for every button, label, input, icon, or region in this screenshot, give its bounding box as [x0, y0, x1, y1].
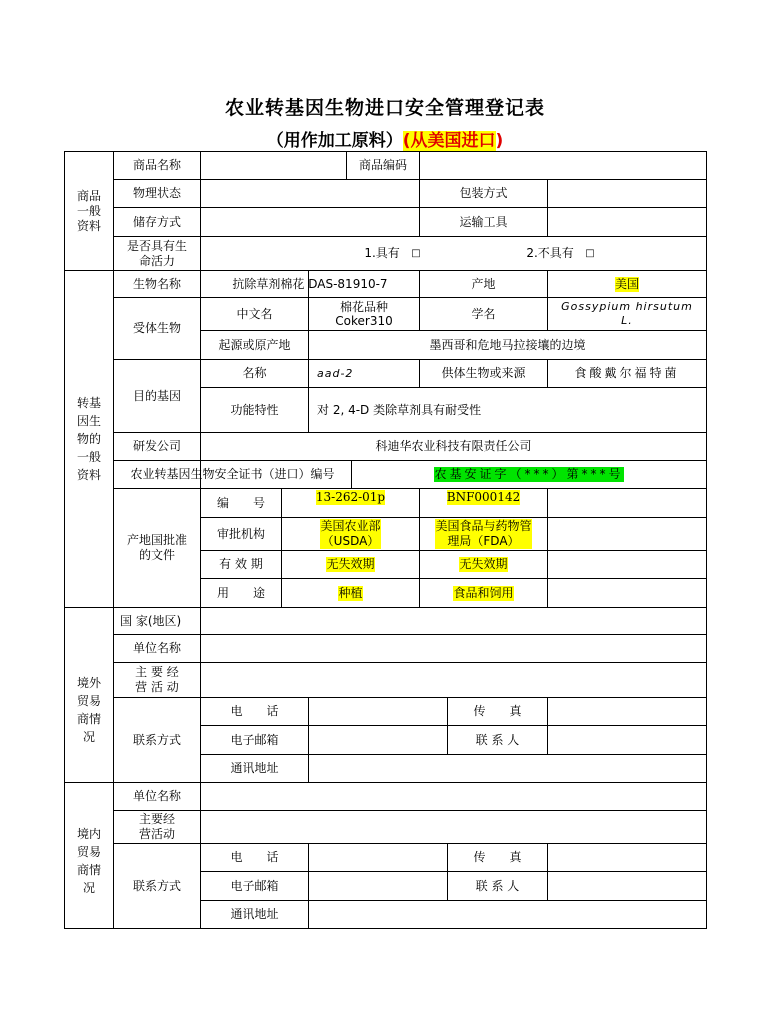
- foreign-fax-label: 传 真: [473, 704, 522, 718]
- foreign-email-label: 电子邮箱: [230, 732, 279, 747]
- validity-value-1: 无失效期: [326, 557, 375, 571]
- certificate-value: 农基安证字（***）第***号: [434, 467, 624, 481]
- foreign-business-field[interactable]: [201, 663, 706, 697]
- donor-label: 供体生物或来源: [441, 366, 526, 380]
- function-value: 对 2, 4-D 类除草剂具有耐受性: [317, 402, 482, 417]
- validity-label: 有 效 期: [219, 557, 263, 571]
- validity-cell-2: [420, 551, 547, 578]
- domestic-business-field[interactable]: [201, 811, 706, 843]
- developer-value: 科迪华农业科技有限责任公司: [375, 439, 532, 453]
- packaging-label: 包装方式: [459, 186, 508, 200]
- certificate-value-cell: [352, 461, 706, 488]
- usage-cell-2: [420, 579, 547, 607]
- packaging-field[interactable]: [548, 180, 706, 207]
- foreign-fax-field[interactable]: [548, 698, 706, 725]
- section-domestic-label: 境内 贸易 商情 况: [76, 826, 101, 895]
- approval-number-2: BNF000142: [446, 490, 521, 504]
- vitality-option-no[interactable]: [518, 237, 603, 270]
- domestic-email-field[interactable]: [309, 872, 447, 900]
- agency-cell-2: [420, 518, 547, 550]
- agency-label: 审批机构: [216, 526, 265, 541]
- domestic-business-label: 主要经 营活动: [138, 812, 175, 841]
- product-name-field[interactable]: [201, 152, 346, 179]
- organism-name-value: 抗除草剂棉花 DAS-81910-7: [232, 276, 388, 291]
- domestic-unit-field[interactable]: [201, 783, 706, 810]
- agency-cell-1: [282, 518, 419, 550]
- gene-name-value: aad-2: [317, 367, 354, 380]
- subtitle-prefix: （用作加工原料）: [266, 131, 403, 151]
- transport-label: 运输工具: [459, 214, 508, 229]
- number-cell-2: [420, 489, 547, 517]
- usage-value-2: 食品和饲用: [453, 585, 514, 600]
- subtitle-suffix: ): [495, 131, 504, 151]
- sci-name-label: 学名: [471, 306, 496, 321]
- domestic-contact-person-label: 联 系 人: [475, 878, 520, 893]
- domestic-fax-field[interactable]: [548, 844, 706, 871]
- recipient-label: 受体生物: [132, 321, 181, 335]
- domestic-address-field[interactable]: [309, 901, 706, 928]
- form-title: 农业转基因生物进口安全管理登记表: [224, 97, 545, 119]
- validity-value-2: 无失效期: [459, 557, 508, 571]
- product-name-label: 商品名称: [132, 158, 181, 172]
- number-cell-1: [282, 489, 419, 517]
- section-gmo-label: 转基 因生 物的 一般 资料: [76, 396, 101, 482]
- donor-value: 食酸戴尔福特菌: [574, 366, 680, 380]
- domestic-address-label: 通讯地址: [230, 907, 279, 921]
- section-general-label: 商品 一般 资料: [76, 188, 101, 233]
- sci-name-value: Gossypium hirsutum L.: [561, 300, 693, 327]
- country-label: 国 家(地区): [120, 613, 182, 628]
- certificate-label: 农业转基因生物安全证书（进口）编号: [130, 467, 335, 481]
- domestic-unit-label: 单位名称: [132, 789, 181, 803]
- domestic-email-label: 电子邮箱: [230, 878, 279, 893]
- usage-cell-1: [282, 579, 419, 607]
- domestic-contact-label: 联系方式: [132, 878, 181, 893]
- storage-field[interactable]: [201, 208, 419, 236]
- developer-label: 研发公司: [132, 439, 181, 453]
- approval-number-1: 13-262-01p: [315, 490, 386, 504]
- domestic-contact-person-field[interactable]: [548, 872, 706, 900]
- gene-name-label: 名称: [242, 366, 267, 380]
- foreign-contact-label: 联系方式: [132, 732, 181, 747]
- vitality-option-yes[interactable]: [355, 237, 430, 270]
- origin-label: 产地: [471, 276, 496, 291]
- vitality-label: 是否具有生 命活力: [126, 238, 187, 268]
- storage-label: 储存方式: [132, 214, 181, 229]
- origin-value-cell: [548, 271, 706, 297]
- target-gene-label: 目的基因: [132, 388, 181, 403]
- domestic-fax-label: 传 真: [473, 850, 522, 864]
- approval-docs-label: 产地国批准 的文件: [126, 533, 187, 562]
- foreign-email-field[interactable]: [309, 726, 447, 754]
- domestic-phone-field[interactable]: [309, 844, 447, 871]
- foreign-business-label: 主 要 经 营 活 动: [135, 665, 179, 694]
- foreign-contact-person-label: 联 系 人: [475, 732, 520, 747]
- product-code-label: 商品编码: [358, 158, 407, 172]
- domestic-phone-label: 电 话: [230, 850, 279, 864]
- usage-label: 用 途: [216, 585, 265, 600]
- foreign-unit-label: 单位名称: [132, 641, 181, 655]
- checkbox-yes-icon[interactable]: □: [411, 248, 421, 259]
- function-label: 功能特性: [230, 402, 279, 417]
- foreign-address-label: 通讯地址: [230, 761, 279, 775]
- foreign-phone-field[interactable]: [309, 698, 447, 725]
- physical-state-label: 物理状态: [132, 186, 181, 200]
- checkbox-no-icon[interactable]: □: [585, 248, 595, 259]
- option-yes-label: 1.具有: [364, 246, 400, 260]
- organism-name-label: 生物名称: [132, 276, 181, 291]
- number-label: 编 号: [216, 495, 265, 510]
- foreign-unit-field[interactable]: [201, 635, 706, 662]
- foreign-contact-person-field[interactable]: [548, 726, 706, 754]
- cn-name-label: 中文名: [236, 306, 273, 321]
- product-code-field[interactable]: [420, 152, 706, 179]
- transport-field[interactable]: [548, 208, 706, 236]
- approval-agency-1: 美国农业部 （USDA）: [320, 519, 381, 548]
- source-label: 起源或原产地: [218, 337, 291, 352]
- subtitle-highlight: (从美国进口: [402, 131, 496, 151]
- section-foreign-label: 境外 贸易 商情 况: [76, 676, 101, 744]
- cn-name-value: 棉花品种 Coker310: [335, 300, 393, 328]
- source-value: 墨西哥和危地马拉接壤的边境: [429, 337, 586, 352]
- country-field[interactable]: [201, 608, 706, 634]
- origin-value: 美国: [614, 276, 639, 291]
- foreign-address-field[interactable]: [309, 755, 706, 782]
- validity-cell-1: [282, 551, 419, 578]
- foreign-phone-label: 电 话: [230, 704, 279, 718]
- physical-state-field[interactable]: [201, 180, 419, 207]
- approval-agency-2: 美国食品与药物管 理局（FDA）: [435, 519, 532, 548]
- usage-value-1: 种植: [338, 585, 363, 600]
- option-no-label: 2.不具有: [526, 246, 574, 260]
